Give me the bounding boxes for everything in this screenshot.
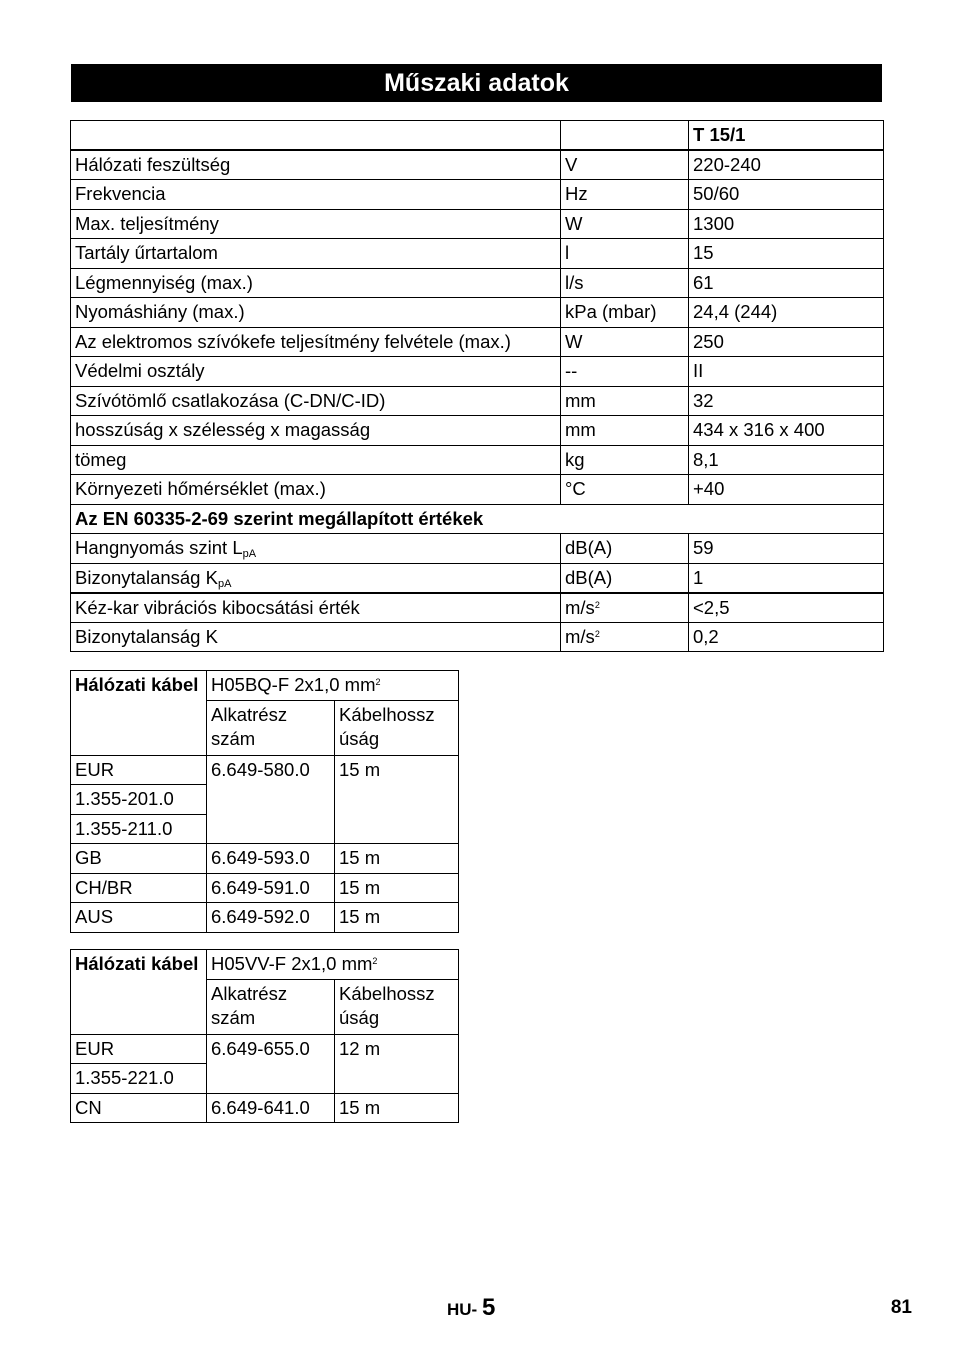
- part-number: 6.649-593.0: [207, 844, 335, 874]
- spec-label: hosszúság x szélesség x magasság: [71, 416, 561, 446]
- spec-label: Hálózati feszültség: [71, 150, 561, 180]
- spec-label: Környezeti hőmérséklet (max.): [71, 475, 561, 505]
- spec-unit: V: [561, 150, 689, 180]
- spec-unit: °C: [561, 475, 689, 505]
- spec-value: 220-240: [689, 150, 884, 180]
- cable-table-h05vv: [70, 949, 459, 1123]
- spec-value: 1300: [689, 209, 884, 239]
- table-row: [71, 563, 884, 593]
- cable-length: 15 m: [335, 844, 459, 874]
- spec-label: Légmennyiség (max.): [71, 268, 561, 298]
- table-row: [71, 873, 459, 903]
- spec-label: Bizonytalanság $K_{pA}$: [71, 563, 561, 593]
- spec-label: Szívótömlő csatlakozása (C-DN/C-ID): [71, 386, 561, 416]
- cable-type-row: [71, 950, 459, 980]
- spec-unit: kPa (mbar): [561, 298, 689, 328]
- spec-header-row: [71, 121, 884, 151]
- spec-unit: --: [561, 357, 689, 387]
- table-row: [71, 268, 884, 298]
- cable-length: 12 m: [335, 1034, 459, 1093]
- spec-unit: mm: [561, 416, 689, 446]
- table-row: [71, 298, 884, 328]
- part-number: 6.649-591.0: [207, 873, 335, 903]
- spec-label: Az elektromos szívókefe teljesítmény felvétele (max.): [71, 327, 561, 357]
- spec-unit: W: [561, 327, 689, 357]
- spec-value: 24,4 (244): [689, 298, 884, 328]
- table-row: [71, 445, 884, 475]
- spec-label: Nyomáshiány (max.): [71, 298, 561, 328]
- cable-type: H05VV-F 2x1,0 $mm^2$: [207, 950, 459, 980]
- cable-heading: Hálózati kábel: [71, 671, 207, 756]
- table-row: [71, 1034, 459, 1064]
- country-code: EUR: [71, 1034, 207, 1064]
- col-cable-length: Kábelhossz úság: [335, 700, 459, 755]
- country-code: CN: [71, 1093, 207, 1123]
- part-number: 6.649-580.0: [207, 755, 335, 844]
- spec-value: II: [689, 357, 884, 387]
- country-code: 1.355-211.0: [71, 814, 207, 844]
- spec-unit: $m/s^2$: [561, 593, 689, 623]
- spec-label: Védelmi osztály: [71, 357, 561, 387]
- spec-value: 1: [689, 563, 884, 593]
- spec-unit: dB(A): [561, 534, 689, 564]
- spec-value: 250: [689, 327, 884, 357]
- cable-length: 15 m: [335, 1093, 459, 1123]
- footer-section-number: 5: [481, 1294, 496, 1321]
- part-number: 6.649-655.0: [207, 1034, 335, 1093]
- country-code: EUR: [71, 755, 207, 785]
- table-row: [71, 622, 884, 652]
- spec-value: 0,2: [689, 622, 884, 652]
- country-code: 1.355-221.0: [71, 1064, 207, 1094]
- table-row: [71, 1093, 459, 1123]
- table-row: [71, 903, 459, 933]
- spec-unit: mm: [561, 386, 689, 416]
- table-row: [71, 209, 884, 239]
- spec-rows: [71, 150, 884, 504]
- table-row: [71, 386, 884, 416]
- table-row: [71, 357, 884, 387]
- spec-unit: Hz: [561, 180, 689, 210]
- footer-lang: HU-: [447, 1300, 478, 1319]
- col-part-number: Alkatrész szám: [207, 700, 335, 755]
- table-row: [71, 844, 459, 874]
- spec-value: 8,1: [689, 445, 884, 475]
- part-number: 6.649-592.0: [207, 903, 335, 933]
- spec-value: 434 x 316 x 400: [689, 416, 884, 446]
- spec-label: tömeg: [71, 445, 561, 475]
- spec-value: 50/60: [689, 180, 884, 210]
- spec-value: 32: [689, 386, 884, 416]
- cable-length: 15 m: [335, 755, 459, 844]
- spec-label: Hangnyomás szint $L_{pA}$: [71, 534, 561, 564]
- cable-type: H05BQ-F 2x1,0 $mm^2$: [207, 671, 459, 701]
- table-row: [71, 755, 459, 785]
- page-number: 81: [890, 1297, 912, 1318]
- table-row: [71, 150, 884, 180]
- spec-unit: W: [561, 209, 689, 239]
- table-row: [71, 327, 884, 357]
- part-number: 6.649-641.0: [207, 1093, 335, 1123]
- spec-label: Bizonytalanság K: [71, 622, 561, 652]
- spec-label: Frekvencia: [71, 180, 561, 210]
- table-row: [71, 593, 884, 623]
- spec-value: 59: [689, 534, 884, 564]
- spec-label: Kéz-kar vibrációs kibocsátási érték: [71, 593, 561, 623]
- cable-heading: Hálózati kábel: [71, 950, 207, 1035]
- spec-label: Tartály űrtartalom: [71, 239, 561, 269]
- page-title: Műszaki adatok: [71, 64, 882, 102]
- section-heading: Az EN 60335-2-69 szerint megállapított értékek: [71, 504, 884, 534]
- table-row: [71, 534, 884, 564]
- country-code: AUS: [71, 903, 207, 933]
- table-row: [71, 416, 884, 446]
- cable-length: 15 m: [335, 903, 459, 933]
- country-code: GB: [71, 844, 207, 874]
- spec-value: <2,5: [689, 593, 884, 623]
- spec-value: 61: [689, 268, 884, 298]
- cable-table-h05bq: [70, 670, 459, 933]
- spec-value: +40: [689, 475, 884, 505]
- spec-unit: kg: [561, 445, 689, 475]
- col-cable-length: Kábelhossz úság: [335, 979, 459, 1034]
- model-name: T 15/1: [689, 121, 884, 151]
- col-part-number: Alkatrész szám: [207, 979, 335, 1034]
- spec-table: [70, 120, 884, 652]
- spec-unit: dB(A): [561, 563, 689, 593]
- section-heading-row: [71, 504, 884, 534]
- spec-unit: l: [561, 239, 689, 269]
- country-code: CH/BR: [71, 873, 207, 903]
- spec-label: Max. teljesítmény: [71, 209, 561, 239]
- cable-type-row: [71, 671, 459, 701]
- table-row: [71, 239, 884, 269]
- spec-unit: l/s: [561, 268, 689, 298]
- table-row: [71, 180, 884, 210]
- footer-section-code: [447, 1294, 495, 1322]
- country-code: 1.355-201.0: [71, 785, 207, 815]
- spec-unit: $m/s^2$: [561, 622, 689, 652]
- table-row: [71, 475, 884, 505]
- cable-length: 15 m: [335, 873, 459, 903]
- spec-value: 15: [689, 239, 884, 269]
